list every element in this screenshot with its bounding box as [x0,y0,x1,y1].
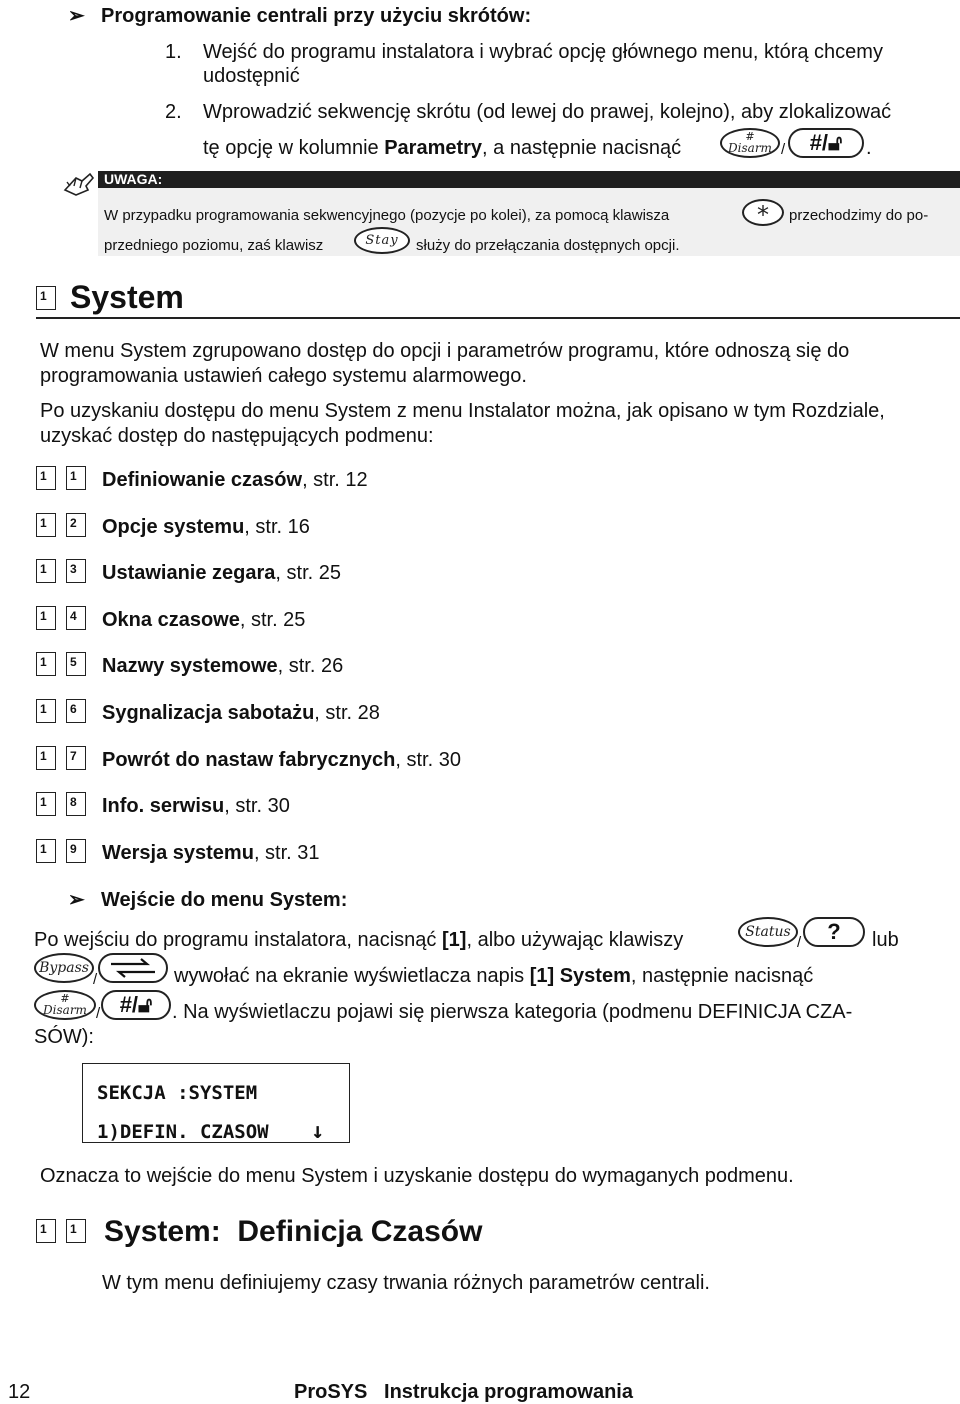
shortcuts-heading: Programowanie centrali przy użyciu skrótów: [101,5,532,27]
submenu-key-2: 6 [66,699,86,723]
system-para-1: W menu System zgrupowano dostęp do opcji i parametrów programu, które odnoszą się do [40,340,850,362]
submenu-item [0,466,960,494]
entry-line-2 [174,964,813,988]
submenu-key-2: 8 [66,792,86,816]
entry-line-2-b: , następnie nacisnąć [630,965,814,987]
entry-line-2-a: wywołać na ekranie wyświetlacza napis [174,965,530,987]
hash-lock-glyph: #/ [119,992,139,1017]
submenu-key-1: 1 [36,466,56,490]
note-line-2-end: służy do przełączania dostępnych opcji. [416,237,680,254]
submenu-label [102,608,305,632]
submenu-item [0,606,960,634]
star-glyph: * [757,201,769,229]
step-2-number: 2. [165,101,182,123]
after-lcd-text: Oznacza to wejście do menu System i uzyskanie dostępu do wymaganych podmenu. [40,1165,794,1187]
step-1-text: Wejść do programu instalatora i wybrać opcję głównego menu, którą chcemy [203,41,883,63]
step-1-number: 1. [165,41,182,63]
submenu-page-ref: , str. 26 [277,655,344,677]
submenu-label [102,748,461,772]
disarm-hash-glyph: # [745,130,755,143]
subsection-key-1: 1 [36,1219,56,1243]
submenu-page-ref: , str. 12 [302,469,368,491]
step-2-text-cont [203,136,681,160]
parametry-term: Parametry [384,137,483,159]
subsection-title: System: Definicja Czasów [104,1215,483,1248]
submenu-label [102,841,320,865]
lcd-display [82,1063,350,1143]
submenu-item [0,839,960,867]
system-key: 1 [36,286,56,310]
submenu-label [102,468,368,492]
step-2-period: . [866,137,872,159]
arrow-bullet-icon: ➢ [68,5,85,27]
submenu-label [102,654,343,678]
submenu-page-ref: , str. 16 [244,516,310,538]
bypass-word: Bypass [39,960,89,976]
system-para-2: Po uzyskaniu dostępu do menu System z menu Instalator można, jak opisano w tym Rozdziale, [40,400,885,422]
subsection-description: W tym menu definiujemy czasy trwania różnych parametrów centrali. [102,1272,710,1294]
hash-lock-key-icon [101,990,171,1020]
entry-line-3: . Na wyświetlaczu pojawi się pierwsza kategoria (podmenu DEFINICJA CZA- [172,1001,853,1023]
submenu-key-1: 1 [36,513,56,537]
system-para-2-cont: uzyskać dostęp do następujących podmenu: [40,425,434,447]
entry-line-1-c: lub [872,929,899,951]
submenu-key-1: 1 [36,699,56,723]
submenu-name: Definiowanie czasów [102,469,303,491]
submenu-label [102,701,380,725]
disarm-hash-glyph: # [60,992,70,1005]
submenu-key-1: 1 [36,792,56,816]
submenu-key-1: 1 [36,746,56,770]
submenu-item [0,792,960,820]
submenu-name: Info. serwisu [102,795,225,817]
lcd-line-2: 1)DEFIN. CZASOW [97,1121,269,1143]
submenu-name: Nazwy systemowe [102,655,278,677]
step-1-text-cont: udostępnić [203,65,300,87]
star-key-icon [742,199,784,229]
slash-separator: / [797,934,802,951]
note-header-bar [98,171,960,188]
slash-separator: / [93,971,98,988]
system-para-1-cont: programowania ustawień całego systemu alarmowego. [40,365,527,387]
entry-line-1-a: Po wejściu do programu instalatora, nacisnąć [34,929,442,951]
page-number: 12 [8,1381,31,1403]
submenu-key-2: 1 [66,466,86,490]
bypass-key-icon [34,953,94,983]
submenu-page-ref: , str. 31 [253,842,320,864]
note-line-1: W przypadku programowania sekwencyjnego (pozycje po kolei), za pomocą klawisza [104,207,670,224]
submenu-key-2: 3 [66,559,86,583]
submenu-page-ref: , str. 30 [395,749,461,771]
disarm-word: Disarm [728,141,772,155]
entry-line-1 [34,928,683,952]
submenu-name: Opcje systemu [102,516,245,538]
system-heading-rule [36,317,960,319]
submenu-item [0,513,960,541]
submenu-key-2: 2 [66,513,86,537]
submenu-key-2: 9 [66,839,86,863]
arrow-key-icon [98,953,168,983]
status-key-icon [738,917,798,947]
footer-title: ProSYS Instrukcja programowania [294,1381,633,1403]
submenu-page-ref: , str. 30 [224,795,290,817]
stay-key-icon [354,227,410,254]
step-2-text: Wprowadzić sekwencję skrótu (od lewej do prawej, kolejno), aby zlokalizować [203,101,892,123]
submenu-page-ref: , str. 25 [275,562,342,584]
slash-separator: / [96,1005,101,1022]
padlock-icon: 🔓︎ [138,992,153,1017]
note-label: UWAGA: [104,171,163,187]
submenu-name: Okna czasowe [102,609,240,631]
entry-line-1-b: , albo używając klawiszy [466,929,684,951]
note-line-1-end: przechodzimy do po- [789,207,929,224]
submenu-key-2: 7 [66,746,86,770]
submenu-item [0,699,960,727]
submenu-item [0,559,960,587]
submenu-key-1: 1 [36,652,56,676]
arrow-bullet-icon: ➢ [68,889,85,911]
step-2-text-a: tę opcję w kolumnie [203,137,385,159]
submenu-item [0,746,960,774]
submenu-name: Wersja systemu [102,842,254,864]
double-arrow-glyph [103,956,163,980]
down-arrow-icon: ↓ [311,1119,325,1144]
submenu-key-2: 4 [66,606,86,630]
submenu-item [0,652,960,680]
stay-word: Stay [365,233,399,248]
status-word: Status [745,924,791,940]
submenu-key-1: 1 [36,839,56,863]
disarm-word: Disarm [43,1003,87,1017]
entry-key-1: [1] [442,929,467,951]
step-2-text-b: , a następnie nacisnąć [482,137,682,159]
entry-system-label: [1] System [529,965,631,987]
submenu-key-1: 1 [36,606,56,630]
submenu-label [102,794,290,818]
subsection-key-2: 1 [66,1219,86,1243]
entry-line-4: SÓW): [34,1026,94,1048]
hash-lock-glyph: #/ [809,130,829,155]
entry-heading: Wejście do menu System: [101,889,348,911]
question-glyph: ? [827,919,841,944]
disarm-key-icon [720,128,780,158]
submenu-page-ref: , str. 25 [239,609,306,631]
submenu-name: Powrót do nastaw fabrycznych [102,749,396,771]
submenu-key-2: 5 [66,652,86,676]
lcd-line-1: SEKCJA :SYSTEM [97,1082,258,1104]
question-key-icon [803,917,865,947]
system-heading: System [70,279,184,315]
submenu-key-1: 1 [36,559,56,583]
submenu-label [102,515,310,539]
note-hand-icon [62,168,96,198]
submenu-label [102,561,341,585]
submenu-name: Ustawianie zegara [102,562,276,584]
note-line-2: przedniego poziomu, zaś klawisz [104,237,324,254]
submenu-page-ref: , str. 28 [314,702,380,724]
disarm-key-icon [34,990,96,1020]
slash-separator: / [781,141,786,158]
submenu-name: Sygnalizacja sabotażu [102,702,315,724]
padlock-icon: 🔓︎ [828,130,843,155]
hash-lock-key-icon [788,128,864,158]
